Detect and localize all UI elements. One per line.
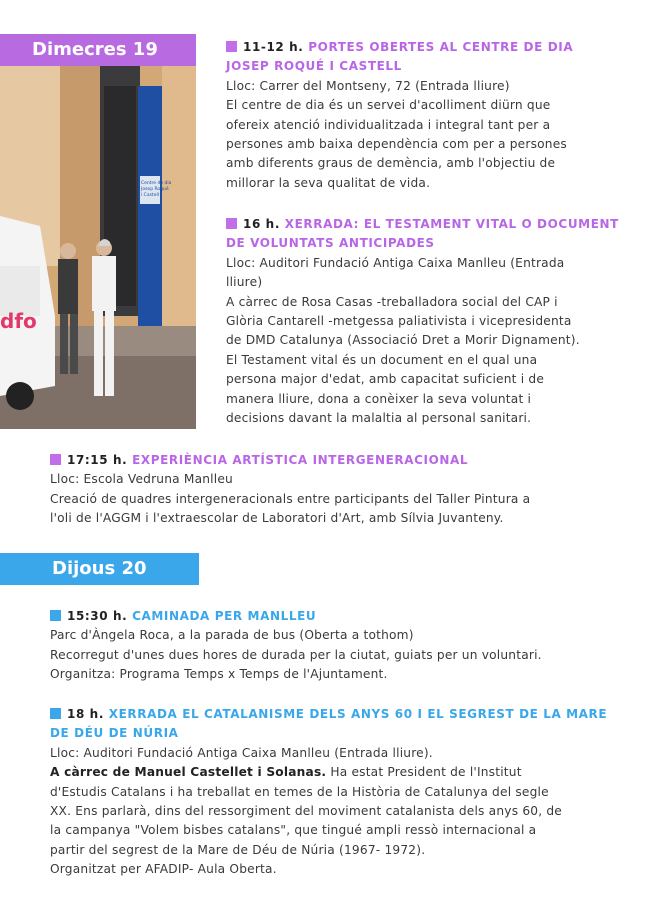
event-place: Lloc: Auditori Fundació Antiga Caixa Manlleu (Entrada [226, 255, 565, 270]
event-description-line: amb diferents graus de demència, amb l'objectiu de [226, 156, 556, 171]
event-time: 11-12 h. [243, 40, 304, 54]
event-testament-vital [226, 215, 636, 428]
event-time: 16 h. [243, 217, 280, 231]
event-organizer: Organitzat per AFADIP- Aula Oberta. [50, 862, 277, 877]
event-description-line: partir del segrest de la Mare de Déu de Núria (1967- 1972). [50, 842, 426, 857]
event-description-line: XX. Ens parlarà, dins del ressorgiment del moviment catalanista dels anys 60, de [50, 804, 563, 819]
event-title: XERRADA: EL TESTAMENT VITAL O DOCUMENT [284, 217, 619, 231]
event-portes-obertes [226, 38, 636, 193]
event-title-cont: DE DÉU DE NÚRIA [50, 726, 179, 741]
event-description-line: Recorregut d'unes dues hores de durada per la ciutat, guiats per un voluntari. [50, 647, 542, 662]
event-place: Lloc: Carrer del Montseny, 72 (Entrada lliure) [226, 78, 510, 93]
bullet-square-icon [50, 454, 61, 465]
event-description-line [50, 763, 640, 782]
event-title: EXPERIÈNCIA ARTÍSTICA INTERGENERACIONAL [132, 453, 469, 467]
bullet-square-icon [226, 41, 237, 52]
day-banner-dimecres: Dimecres 19 [0, 34, 196, 66]
speaker-name: A càrrec de Manuel Castellet i Solanas. [50, 765, 327, 780]
event-caminada [50, 607, 640, 685]
event-header [226, 215, 636, 254]
event-header [50, 451, 640, 470]
day-banner-dijous: Dijous 20 [0, 553, 199, 585]
event-time: 17:15 h. [67, 453, 128, 467]
bullet-square-icon [50, 708, 61, 719]
event-title-cont: JOSEP ROQUÉ I CASTELL [226, 59, 402, 74]
event-description-line: El centre de dia és un servei d'acolliment diürn que [226, 98, 551, 113]
photo-sign-line-3: i Castell [141, 193, 159, 198]
event-experiencia-artistica [50, 451, 640, 529]
event-place: Parc d'Àngela Roca, a la parada de bus (Oberta a tothom) [50, 628, 414, 643]
event-time: 15:30 h. [67, 609, 128, 623]
event-title: XERRADA EL CATALANISME DELS ANYS 60 I EL SEGREST DE LA MARE [108, 707, 608, 721]
event-description-line: de DMD Catalunya (Associació Dret a Morir Dignament). [226, 333, 580, 348]
event-place: Lloc: Auditori Fundació Antiga Caixa Manlleu (Entrada lliure). [50, 745, 433, 760]
event-organizer: Organitza: Programa Temps x Temps de l'Ajuntament. [50, 667, 388, 682]
event-header [50, 705, 640, 744]
event-header [226, 38, 636, 77]
event-description-line: Glòria Cantarell -metgessa paliativista i vicepresidenta [226, 314, 572, 329]
event-description-line: l'oli de l'AGGM i l'extraescolar de Laboratori d'Art, amb Sílvia Juvanteny. [50, 511, 504, 526]
event-description-line: persona major d'edat, amb capacitat suficient i de [226, 372, 545, 387]
event-description-line: d'Estudis Catalans i ha treballat en temes de la Història de Catalunya del segle [50, 784, 549, 799]
event-title: CAMINADA PER MANLLEU [132, 609, 317, 623]
event-description-line: Creació de quadres intergeneracionals entre participants del Taller Pintura a [50, 491, 531, 506]
event-description-line: manera lliure, dona a conèixer la seva voluntat i [226, 391, 532, 406]
event-description-line: decisions davant la malaltia al personal sanitari. [226, 411, 532, 426]
event-title-cont: DE VOLUNTATS ANTICIPADES [226, 236, 435, 251]
photo-sign-line-2: Josep Roqué [141, 187, 169, 192]
event-description-line: millorar la seva qualitat de vida. [226, 175, 431, 190]
event-title: PORTES OBERTES AL CENTRE DE DIA [308, 40, 574, 54]
van-lettering: dfo [0, 309, 37, 333]
centre-de-dia-photo [0, 66, 196, 429]
event-time: 18 h. [67, 707, 104, 721]
speaker-bio: Ha estat President de l'Institut [330, 765, 522, 780]
bullet-square-icon [226, 218, 237, 229]
bullet-square-icon [50, 610, 61, 621]
event-place: Lloc: Escola Vedruna Manlleu [50, 472, 233, 487]
photo-sign-line-1: Centre de dia [141, 181, 172, 186]
event-xerrada-catalanisme [50, 705, 640, 880]
event-description-line: persones amb baixa dependència com per a persones [226, 137, 567, 152]
event-description-line: A càrrec de Rosa Casas -treballadora social del CAP i [226, 294, 558, 309]
event-description-line: la campanya "Volem bisbes catalans", que tingué ampli ressò internacional a [50, 823, 537, 838]
event-description-line: ofereix atenció individualitzada i integral tant per a [226, 117, 551, 132]
event-place-cont: lliure) [226, 275, 263, 290]
event-description-line: El Testament vital és un document en el qual una [226, 352, 538, 367]
event-header [50, 607, 640, 626]
